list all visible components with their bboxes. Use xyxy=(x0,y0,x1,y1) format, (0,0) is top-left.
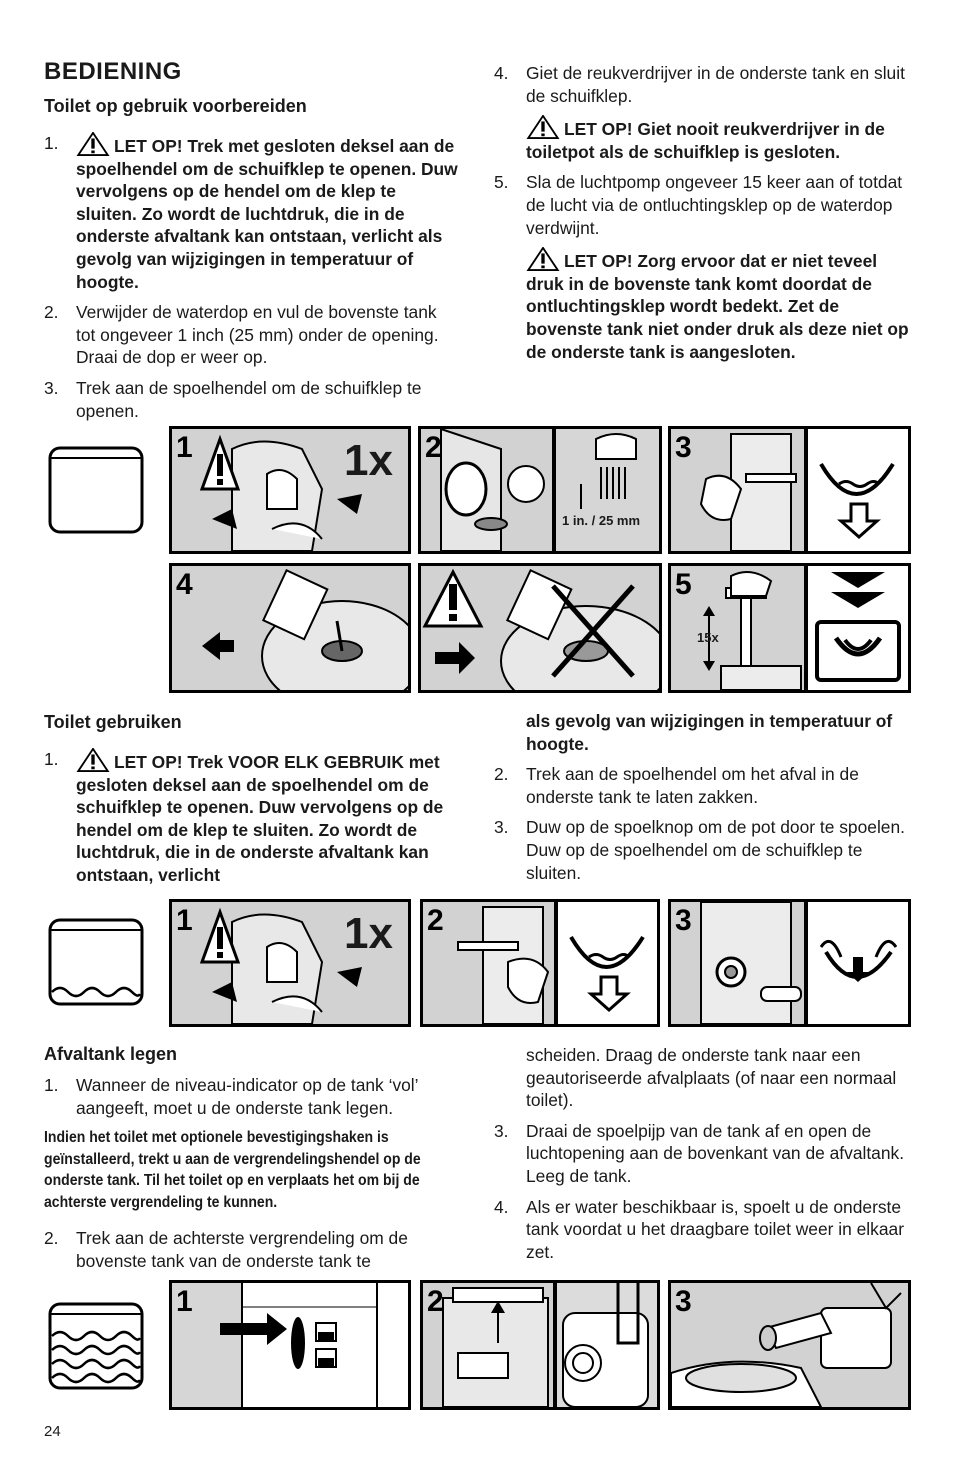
warning-icon xyxy=(76,132,110,156)
figure-number: 1 xyxy=(176,904,193,937)
times-once-label: 1x xyxy=(344,909,393,958)
figure-number: 5 xyxy=(675,568,692,601)
figure-number: 2 xyxy=(427,904,444,937)
use-step-2: 2. Trek aan de spoelhendel om het afval in de onderste tank te laten zakken. xyxy=(494,764,859,807)
figure-use-1 xyxy=(169,899,411,1027)
tank-partial-icon xyxy=(46,916,146,1008)
figure-prep-warning xyxy=(418,563,662,693)
figure-number: 1 xyxy=(176,1285,193,1318)
prepare-left-column xyxy=(44,132,460,430)
empty-right-column xyxy=(494,1044,914,1271)
figure-number: 1 xyxy=(176,431,193,464)
figure-prep-1 xyxy=(169,426,411,554)
empty-step-2-continued: scheiden. Draag de onderste tank naar een geautoriseerde afvalplaats (of naar een normaal toilet). xyxy=(526,1045,897,1111)
empty-left-column xyxy=(44,1074,474,1280)
prepare-warning-odor: LET OP! Giet nooit reukverdrijver in de toiletpot als de schuifklep is gesloten. xyxy=(494,115,910,163)
warning-icon xyxy=(76,748,110,772)
figure-number: 3 xyxy=(675,431,692,464)
empty-step-2: 2. Trek aan de achterste vergrendeling om de bovenste tank van de onderste tank te xyxy=(44,1228,408,1271)
figure-number: 3 xyxy=(675,904,692,937)
figure-use-2 xyxy=(420,899,660,1027)
empty-heading: Afvaltank legen xyxy=(44,1044,178,1064)
use-step-1-continued: als gevolg van wijzigingen in temperatuur of hoogte. xyxy=(526,711,893,754)
prepare-warning-pressure: LET OP! Zorg ervoor dat er niet teveel druk in de bovenste tank komt doordat de ontluchtingsklep wordt bedekt. Zet de bovenste tank niet onder druk als deze niet op de onderste tank is aangesloten. xyxy=(494,247,910,363)
tank-full-icon xyxy=(46,1300,146,1392)
empty-step-3: 3. Draai de spoelpijp van de tank af en open de luchtopening aan de bovenkant van de afvaltank. Leeg de tank. xyxy=(494,1120,905,1186)
pump-count-label: 15x xyxy=(697,630,719,645)
figure-empty-1 xyxy=(169,1280,411,1410)
tank-empty-icon xyxy=(46,444,146,536)
figure-prep-5 xyxy=(668,563,911,693)
figure-number: 4 xyxy=(176,568,193,601)
figure-prep-2 xyxy=(418,426,662,554)
prepare-step-2: 2. Verwijder de waterdop en vul de bovenste tank tot ongeveer 1 inch (25 mm) onder de opening. Draai de dop er weer op. xyxy=(44,302,439,368)
warning-icon xyxy=(526,247,560,271)
figure-use-3 xyxy=(668,899,911,1027)
fill-level-label: 1 in. / 25 mm xyxy=(562,513,641,528)
figure-empty-3 xyxy=(668,1280,911,1410)
figure-number: 2 xyxy=(425,431,442,464)
figure-empty-2 xyxy=(420,1280,660,1410)
use-step-3: 3. Duw op de spoelknop om de pot door te spoelen. Duw op de spoelhendel om de schuifklep te sluiten. xyxy=(494,817,905,883)
empty-step-4: 4. Als er water beschikbaar is, spoelt u de onderste tank voordat u het draagbare toilet weer in elkaar zet. xyxy=(494,1196,904,1262)
empty-step-1: 1. Wanneer de niveau-indicator op de tank ‘vol’ aangeeft, moet u de onderste tank legen. xyxy=(44,1075,418,1118)
figure-prep-3 xyxy=(668,426,911,554)
warning-icon xyxy=(526,115,560,139)
use-heading: Toilet gebruiken xyxy=(44,712,182,732)
prepare-heading: Toilet op gebruik voorbereiden xyxy=(44,96,307,116)
figure-number: 2 xyxy=(427,1285,444,1318)
prepare-step-1: 1. LET OP! Trek met gesloten deksel aan de spoelhendel om de schuifklep te openen. Duw vervolgens op de hendel om de klep te sluiten. Zo wordt de luchtdruk, die in de onderste afvaltank kan ontstaan, verlicht als gevolg van wijzigingen in temperatuur of hoogte. xyxy=(44,133,458,292)
prepare-right-column xyxy=(494,62,910,371)
figure-number: 3 xyxy=(675,1285,692,1318)
page-number: 24 xyxy=(44,1423,61,1440)
figure-prep-4 xyxy=(169,563,411,693)
section-title: BEDIENING xyxy=(44,58,182,85)
times-once-label: 1x xyxy=(344,436,393,485)
use-step-1: 1. LET OP! Trek VOOR ELK GEBRUIK met gesloten deksel aan de spoelhendel om de schuifklep te openen. Duw vervolgens op de hendel om de klep te sluiten. Zo wordt de luchtdruk, die in de onderste afvaltank kan ontstaan, verlicht xyxy=(44,749,444,885)
prepare-step-4: 4. Giet de reukverdrijver in de onderste tank en sluit de schuifklep. xyxy=(494,63,905,106)
prepare-step-5: 5. Sla de luchtpomp ongeveer 15 keer aan of totdat de lucht via de ontluchtingsklep op de waterdop verdwijnt. xyxy=(494,172,903,238)
use-right-column xyxy=(494,710,914,892)
use-left-column xyxy=(44,748,464,895)
empty-note: Indien het toilet met optionele bevestigingshaken is geïnstalleerd, trekt u aan de vergrendelingshendel op de onderste tank. Til het toilet op en verplaats het om bij de achterste vergrendeling te kunnen. xyxy=(44,1129,421,1211)
prepare-step-3: 3. Trek aan de spoelhendel om de schuifklep te openen. xyxy=(44,377,422,421)
